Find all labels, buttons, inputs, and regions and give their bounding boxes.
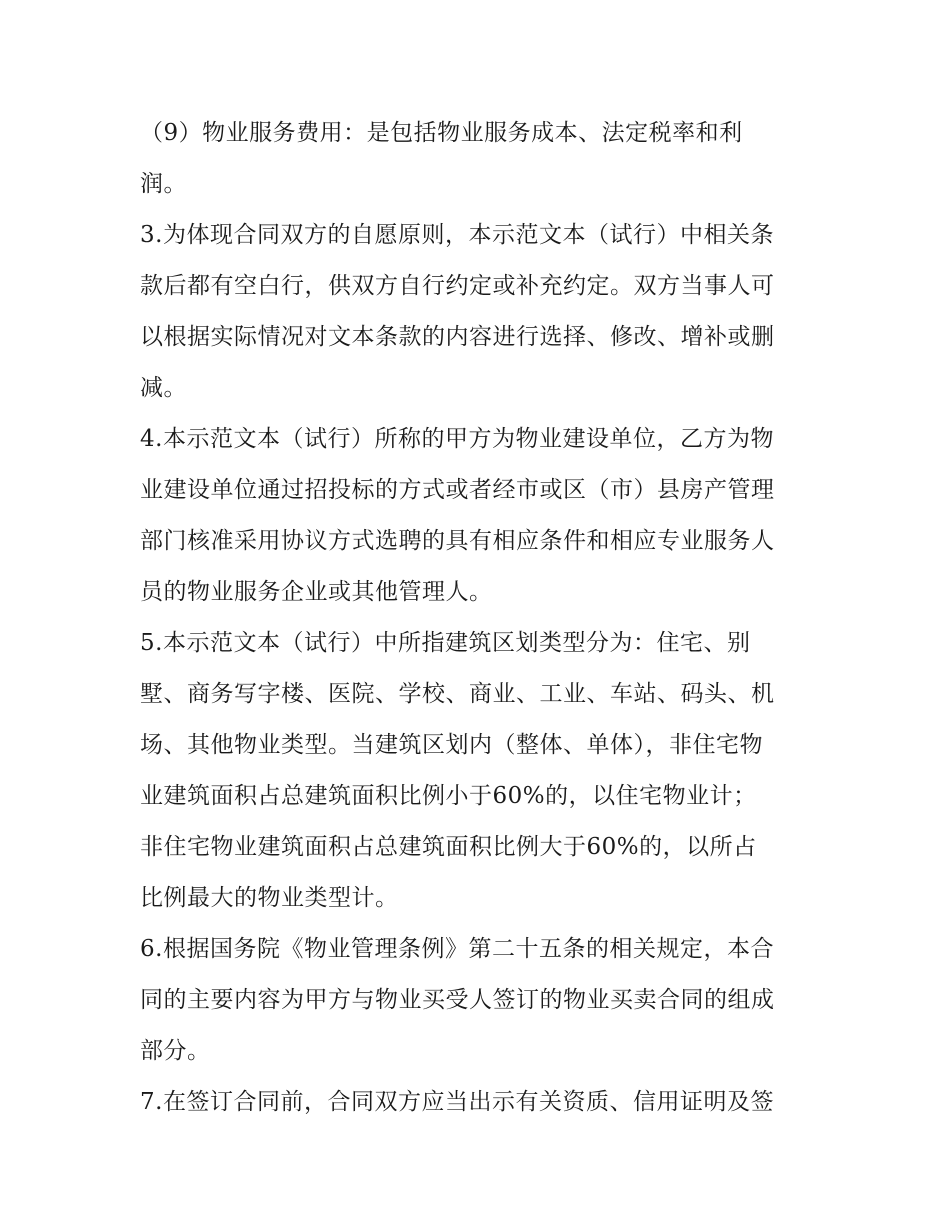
text-line: 同的主要内容为甲方与物业买受人签订的物业买卖合同的组成: [140, 987, 775, 1013]
text-line: 部分。: [140, 1038, 211, 1064]
document-body: [140, 108, 820, 1128]
text-line: 7.在签订合同前，合同双方应当出示有关资质、信用证明及签: [140, 1089, 774, 1115]
text-line: 减。: [140, 375, 187, 401]
text-line: （9）物业服务费用：是包括物业服务成本、法定税率和利: [140, 120, 743, 146]
text-line: 员的物业服务企业或其他管理人。: [140, 579, 493, 605]
text-line: 以根据实际情况对文本条款的内容进行选择、修改、增补或删: [140, 324, 775, 350]
text-line: 款后都有空白行，供双方自行约定或补充约定。双方当事人可: [140, 273, 775, 299]
text-line: 4.本示范文本（试行）所称的甲方为物业建设单位，乙方为物: [140, 426, 774, 452]
text-line: 部门核准采用协议方式选聘的具有相应条件和相应专业服务人: [140, 528, 775, 554]
text-line: 非住宅物业建筑面积占总建筑面积比例大于60%的，以所占: [140, 834, 757, 860]
text-line: 润。: [140, 171, 187, 197]
text-line: 5.本示范文本（试行）中所指建筑区划类型分为：住宅、别: [140, 630, 751, 656]
text-line: 6.根据国务院《物业管理条例》第二十五条的相关规定，本合: [140, 936, 774, 962]
text-line: 业建设单位通过招投标的方式或者经市或区（市）县房产管理: [140, 477, 775, 503]
text-line: 场、其他物业类型。当建筑区划内（整体、单体），非住宅物: [140, 732, 763, 758]
text-line: 业建筑面积占总建筑面积比例小于60%的，以住宅物业计；: [140, 783, 757, 809]
text-line: 墅、商务写字楼、医院、学校、商业、工业、车站、码头、机: [140, 681, 775, 707]
text-line: 比例最大的物业类型计。: [140, 885, 399, 911]
text-line: 3.为体现合同双方的自愿原则，本示范文本（试行）中相关条: [140, 222, 774, 248]
